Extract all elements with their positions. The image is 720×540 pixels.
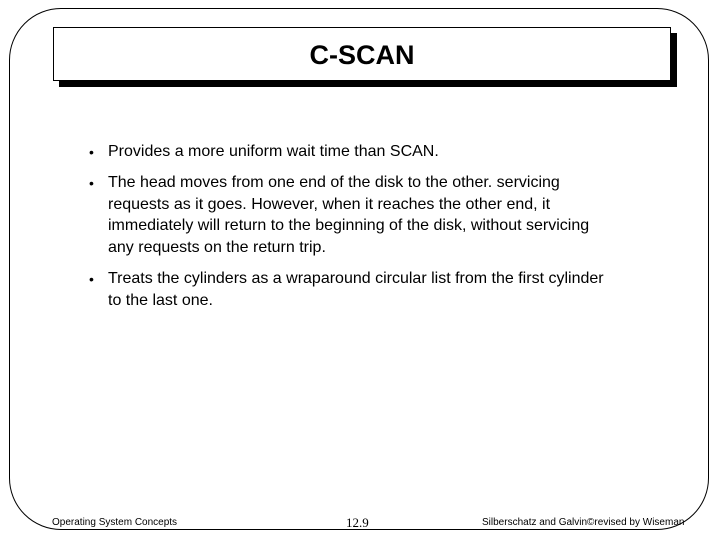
footer-credits: Silberschatz and Galvin©revised by Wiseman bbox=[482, 517, 685, 528]
bullet-text: Treats the cylinders as a wraparound circular list from the first cylinder to the last one. bbox=[108, 270, 604, 309]
footer-course-title: Operating System Concepts bbox=[52, 517, 178, 528]
bullet-icon: • bbox=[89, 271, 94, 287]
footer-page-number: 12.9 bbox=[346, 515, 369, 530]
slide-title: C-SCAN bbox=[309, 39, 415, 70]
title-box bbox=[53, 27, 671, 81]
bullet-icon: • bbox=[89, 144, 94, 160]
bullet-icon: • bbox=[89, 175, 94, 191]
bullet-text: Provides a more uniform wait time than SCAN. bbox=[108, 143, 439, 160]
bullet-text: The head moves from one end of the disk to the other. servicing requests as it goes. However, when it reaches the other end, it immediately will return to the beginning of the disk, without servicing any requests on the return trip. bbox=[108, 174, 590, 256]
